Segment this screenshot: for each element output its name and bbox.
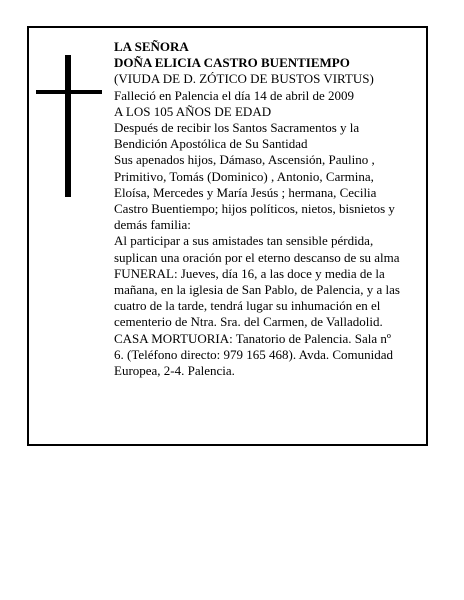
text-line: Europea, 2-4. Palencia. xyxy=(114,363,235,379)
cross-vertical-bar xyxy=(65,55,71,197)
death-date: Falleció en Palencia el día 14 de abril de 2009 xyxy=(114,87,355,103)
text-line: mañana, en la iglesia de San Pablo, de Palencia, y a las xyxy=(114,282,400,298)
text-line: cuatro de la tarde, tendrá lugar su inhumación en el xyxy=(114,298,381,314)
funeral-home-paragraph xyxy=(114,331,414,380)
text-line: Después de recibir los Santos Sacramentos y la xyxy=(114,120,360,136)
sacraments-paragraph xyxy=(114,120,414,152)
text-line: cementerio de Ntra. Sra. del Carmen, de Valladolid. xyxy=(114,314,383,330)
text-line: suplican una oración por el eterno descanso de su alma xyxy=(114,249,400,265)
funeral-paragraph xyxy=(114,266,414,331)
widow-of: (VIUDA DE D. ZÓTICO DE BUSTOS VIRTUS) xyxy=(114,71,374,87)
text-line: CASA MORTUORIA: Tanatorio de Palencia. Sala nº xyxy=(114,330,391,346)
cross-horizontal-bar xyxy=(36,90,102,94)
text-line: Eloísa, Mercedes y María Jesús ; hermana, Cecilia xyxy=(114,184,377,200)
text-line: Al participar a sus amistades tan sensible pérdida, xyxy=(114,233,374,249)
text-line: Primitivo, Tomás (Dominico) , Antonio, Carmina, xyxy=(114,168,374,184)
prayer-paragraph xyxy=(114,233,414,265)
text-line: demás familia: xyxy=(114,217,191,233)
age-at-death: A LOS 105 AÑOS DE EDAD xyxy=(114,103,272,119)
deceased-name: DOÑA ELICIA CASTRO BUENTIEMPO xyxy=(114,55,350,71)
text-line: FUNERAL: Jueves, día 16, a las doce y media de la xyxy=(114,265,385,281)
title-la-senora: LA SEÑORA xyxy=(114,39,189,54)
obituary-text xyxy=(114,39,414,379)
cross-icon xyxy=(36,55,102,197)
text-line: 6. (Teléfono directo: 979 165 468). Avda. Comunidad xyxy=(114,346,394,362)
text-line: Bendición Apostólica de Su Santidad xyxy=(114,136,308,152)
family-paragraph xyxy=(114,152,414,233)
text-line: Castro Buentiempo; hijos políticos, nietos, bisnietos y xyxy=(114,201,395,217)
text-line: Sus apenados hijos, Dámaso, Ascensión, Paulino , xyxy=(114,152,375,168)
